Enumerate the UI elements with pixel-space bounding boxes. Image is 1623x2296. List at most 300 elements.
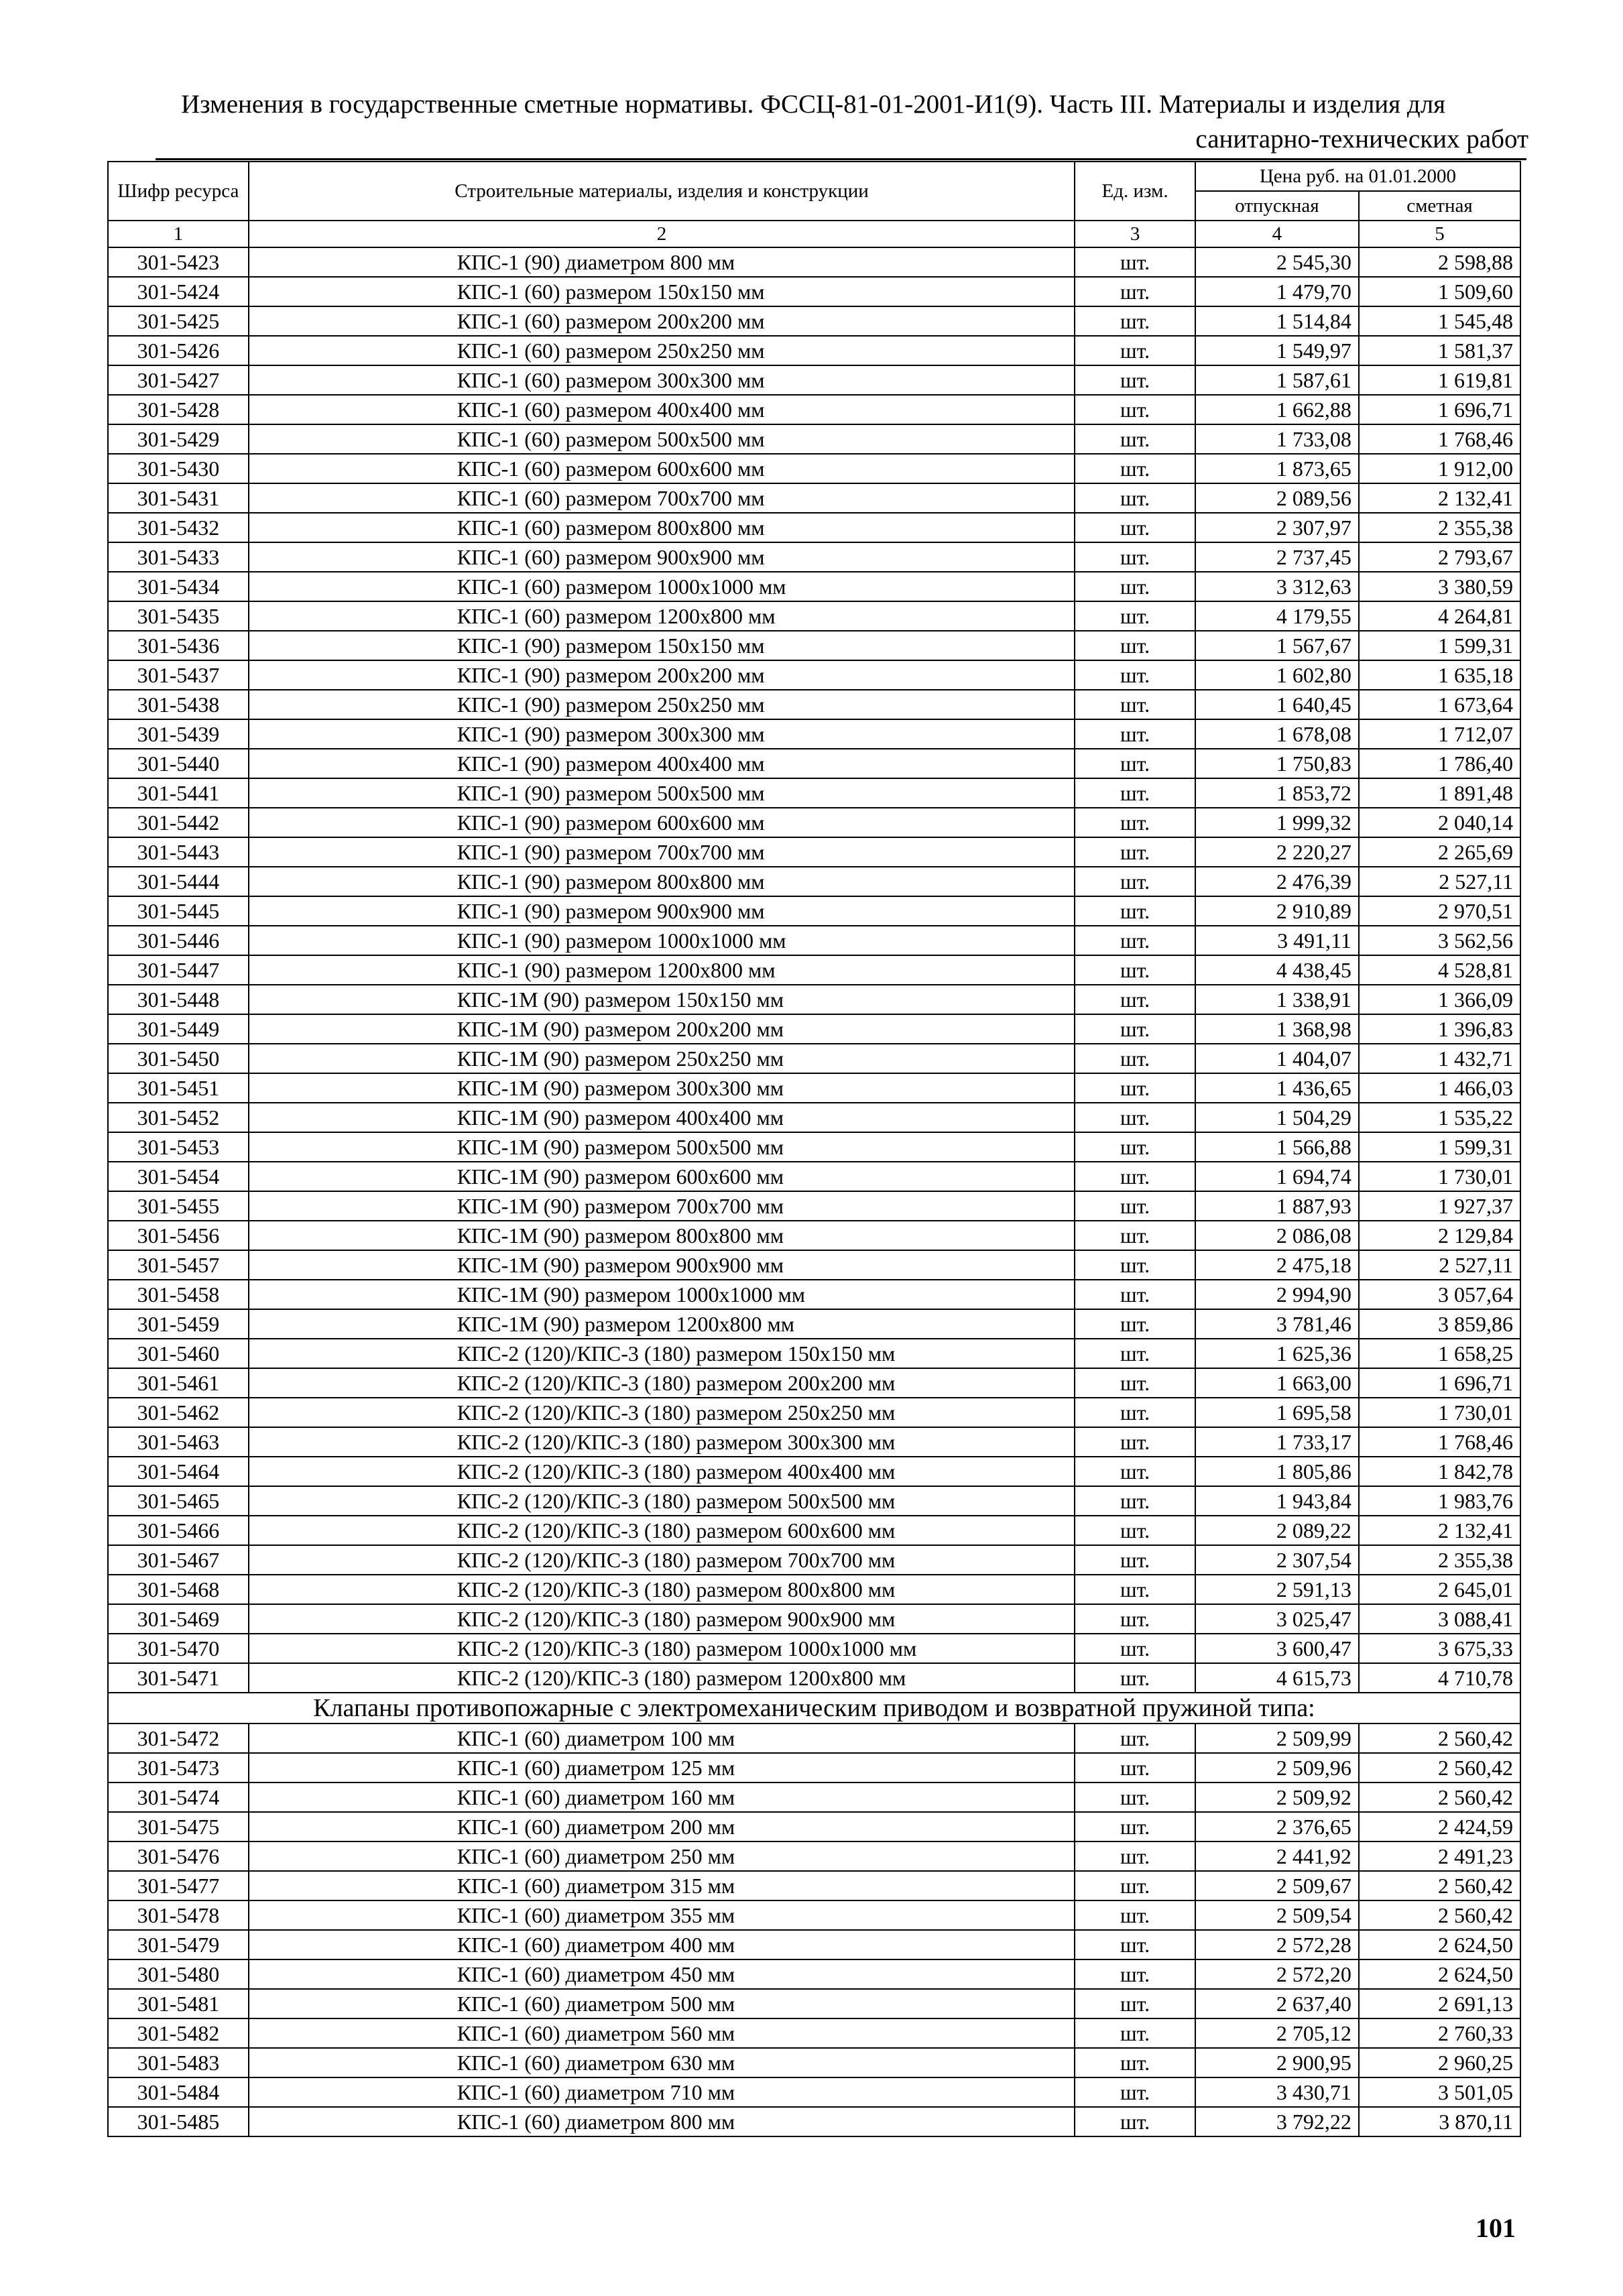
table-row	[108, 1044, 1520, 1073]
item-name: КПС-1 (60) диаметром 200 мм	[249, 1812, 1075, 1841]
release-price: 2 637,40	[1195, 1989, 1359, 2018]
item-name: КПС-1М (90) размером 250х250 мм	[249, 1044, 1075, 1073]
table-row	[108, 572, 1520, 601]
table-row	[108, 837, 1520, 867]
column-header-release-price: отпускная	[1195, 191, 1359, 221]
item-name: КПС-1 (90) диаметром 800 мм	[249, 247, 1075, 277]
table-row	[108, 1545, 1520, 1575]
unit: шт.	[1075, 926, 1195, 955]
item-name: КПС-1 (90) размером 900х900 мм	[249, 896, 1075, 926]
unit: шт.	[1075, 454, 1195, 483]
unit: шт.	[1075, 1339, 1195, 1368]
table-row	[108, 1250, 1520, 1280]
column-number-row	[108, 221, 1520, 247]
estimate-price: 3 501,05	[1359, 2077, 1520, 2107]
estimate-price: 2 560,42	[1359, 1871, 1520, 1900]
resource-code: 301-5452	[108, 1103, 249, 1132]
table-row	[108, 1812, 1520, 1841]
item-name: КПС-1М (90) размером 200х200 мм	[249, 1014, 1075, 1044]
release-price: 1 853,72	[1195, 778, 1359, 808]
column-number: 2	[249, 221, 1075, 247]
release-price: 1 479,70	[1195, 277, 1359, 306]
resource-code: 301-5437	[108, 660, 249, 690]
item-name: КПС-1 (60) диаметром 355 мм	[249, 1900, 1075, 1930]
item-name: КПС-1 (60) диаметром 100 мм	[249, 1724, 1075, 1753]
estimate-price: 1 366,09	[1359, 985, 1520, 1014]
unit: шт.	[1075, 808, 1195, 837]
item-name: КПС-1 (90) размером 200х200 мм	[249, 660, 1075, 690]
release-price: 2 572,28	[1195, 1930, 1359, 1959]
table-row	[108, 365, 1520, 395]
unit: шт.	[1075, 1132, 1195, 1162]
estimate-price: 1 696,71	[1359, 1368, 1520, 1398]
item-name: КПС-1 (60) диаметром 800 мм	[249, 2107, 1075, 2136]
resource-code: 301-5439	[108, 719, 249, 749]
unit: шт.	[1075, 778, 1195, 808]
table-row	[108, 1339, 1520, 1368]
release-price: 4 438,45	[1195, 955, 1359, 985]
unit: шт.	[1075, 1191, 1195, 1221]
unit: шт.	[1075, 1841, 1195, 1871]
resource-code: 301-5448	[108, 985, 249, 1014]
item-name: КПС-2 (120)/КПС-3 (180) размером 900х900 мм	[249, 1604, 1075, 1634]
table-row	[108, 896, 1520, 926]
estimate-price: 2 527,11	[1359, 867, 1520, 896]
estimate-price: 1 712,07	[1359, 719, 1520, 749]
table-row	[108, 749, 1520, 778]
unit: шт.	[1075, 1103, 1195, 1132]
item-name: КПС-1 (60) размером 700х700 мм	[249, 483, 1075, 513]
item-name: КПС-1М (90) размером 600х600 мм	[249, 1162, 1075, 1191]
item-name: КПС-1М (90) размером 300х300 мм	[249, 1073, 1075, 1103]
release-price: 1 750,83	[1195, 749, 1359, 778]
unit: шт.	[1075, 483, 1195, 513]
estimate-price: 3 675,33	[1359, 1634, 1520, 1663]
table-row	[108, 867, 1520, 896]
unit: шт.	[1075, 247, 1195, 277]
estimate-price: 1 581,37	[1359, 336, 1520, 365]
release-price: 1 663,00	[1195, 1368, 1359, 1398]
release-price: 3 312,63	[1195, 572, 1359, 601]
estimate-price: 1 599,31	[1359, 1132, 1520, 1162]
resource-code: 301-5424	[108, 277, 249, 306]
release-price: 1 625,36	[1195, 1339, 1359, 1368]
release-price: 2 509,92	[1195, 1783, 1359, 1812]
item-name: КПС-1 (90) размером 250х250 мм	[249, 690, 1075, 719]
unit: шт.	[1075, 1280, 1195, 1309]
unit: шт.	[1075, 719, 1195, 749]
table-row	[108, 1724, 1520, 1753]
unit: шт.	[1075, 1783, 1195, 1812]
table-row	[108, 336, 1520, 365]
resource-code: 301-5430	[108, 454, 249, 483]
estimate-price: 4 710,78	[1359, 1663, 1520, 1693]
table-row	[108, 1959, 1520, 1989]
resource-code: 301-5427	[108, 365, 249, 395]
release-price: 2 545,30	[1195, 247, 1359, 277]
item-name: КПС-2 (120)/КПС-3 (180) размером 500х500 мм	[249, 1486, 1075, 1516]
section-title-row	[108, 1693, 1520, 1724]
resource-code: 301-5463	[108, 1427, 249, 1457]
column-header-estimate-price: сметная	[1359, 191, 1520, 221]
unit: шт.	[1075, 1162, 1195, 1191]
estimate-price: 1 432,71	[1359, 1044, 1520, 1073]
unit: шт.	[1075, 955, 1195, 985]
resource-code: 301-5470	[108, 1634, 249, 1663]
item-name: КПС-1М (90) размером 1200х800 мм	[249, 1309, 1075, 1339]
item-name: КПС-1 (60) размером 800х800 мм	[249, 513, 1075, 542]
release-price: 2 307,97	[1195, 513, 1359, 542]
item-name: КПС-2 (120)/КПС-3 (180) размером 700х700 мм	[249, 1545, 1075, 1575]
release-price: 1 602,80	[1195, 660, 1359, 690]
estimate-price: 2 645,01	[1359, 1575, 1520, 1604]
column-header-code: Шифр ресурса	[108, 162, 249, 221]
page-header	[107, 87, 1528, 157]
table-row	[108, 1162, 1520, 1191]
estimate-price: 2 040,14	[1359, 808, 1520, 837]
resource-code: 301-5441	[108, 778, 249, 808]
item-name: КПС-1 (90) размером 700х700 мм	[249, 837, 1075, 867]
table-row	[108, 778, 1520, 808]
resource-code: 301-5467	[108, 1545, 249, 1575]
item-name: КПС-1 (60) размером 600х600 мм	[249, 454, 1075, 483]
resource-code: 301-5477	[108, 1871, 249, 1900]
estimate-price: 2 129,84	[1359, 1221, 1520, 1250]
item-name: КПС-2 (120)/КПС-3 (180) размером 1000х1000 мм	[249, 1634, 1075, 1663]
resource-code: 301-5428	[108, 395, 249, 424]
estimate-price: 1 396,83	[1359, 1014, 1520, 1044]
unit: шт.	[1075, 1309, 1195, 1339]
unit: шт.	[1075, 1753, 1195, 1783]
estimate-price: 3 562,56	[1359, 926, 1520, 955]
unit: шт.	[1075, 1221, 1195, 1250]
table-body-main	[108, 247, 1520, 1693]
unit: шт.	[1075, 1930, 1195, 1959]
release-price: 1 566,88	[1195, 1132, 1359, 1162]
unit: шт.	[1075, 985, 1195, 1014]
unit: шт.	[1075, 601, 1195, 631]
column-header-price: Цена руб. на 01.01.2000	[1195, 162, 1520, 191]
item-name: КПС-1 (90) размером 1200х800 мм	[249, 955, 1075, 985]
item-name: КПС-1 (60) диаметром 160 мм	[249, 1783, 1075, 1812]
item-name: КПС-1 (60) размером 250х250 мм	[249, 336, 1075, 365]
unit: шт.	[1075, 1073, 1195, 1103]
item-name: КПС-1 (60) размером 1000х1000 мм	[249, 572, 1075, 601]
table-row	[108, 926, 1520, 955]
release-price: 3 430,71	[1195, 2077, 1359, 2107]
table-body-section	[108, 1724, 1520, 2136]
unit: шт.	[1075, 1900, 1195, 1930]
unit: шт.	[1075, 1871, 1195, 1900]
release-price: 2 086,08	[1195, 1221, 1359, 1250]
column-number: 1	[108, 221, 249, 247]
estimate-price: 2 560,42	[1359, 1783, 1520, 1812]
estimate-price: 1 509,60	[1359, 277, 1520, 306]
estimate-price: 3 859,86	[1359, 1309, 1520, 1339]
item-name: КПС-2 (120)/КПС-3 (180) размером 300х300 мм	[249, 1427, 1075, 1457]
table-row	[108, 1783, 1520, 1812]
price-table	[107, 161, 1521, 2137]
table-row	[108, 395, 1520, 424]
item-name: КПС-1 (60) размером 400х400 мм	[249, 395, 1075, 424]
estimate-price: 1 842,78	[1359, 1457, 1520, 1486]
release-price: 2 509,96	[1195, 1753, 1359, 1783]
resource-code: 301-5450	[108, 1044, 249, 1073]
resource-code: 301-5475	[108, 1812, 249, 1841]
header-line-1: Изменения в государственные сметные нормативы. ФССЦ-81-01-2001-И1(9). Часть III. Материалы и изделия для	[181, 90, 1446, 119]
resource-code: 301-5442	[108, 808, 249, 837]
resource-code: 301-5461	[108, 1368, 249, 1398]
estimate-price: 2 691,13	[1359, 1989, 1520, 2018]
item-name: КПС-1 (60) размером 500х500 мм	[249, 424, 1075, 454]
resource-code: 301-5435	[108, 601, 249, 631]
table-row	[108, 1368, 1520, 1398]
column-header-unit: Ед. изм.	[1075, 162, 1195, 221]
release-price: 3 491,11	[1195, 926, 1359, 955]
estimate-price: 2 560,42	[1359, 1753, 1520, 1783]
table-row	[108, 1930, 1520, 1959]
release-price: 2 509,54	[1195, 1900, 1359, 1930]
table-row	[108, 1753, 1520, 1783]
item-name: КПС-1 (90) размером 500х500 мм	[249, 778, 1075, 808]
table-row	[108, 247, 1520, 277]
resource-code: 301-5460	[108, 1339, 249, 1368]
column-number: 5	[1359, 221, 1520, 247]
estimate-price: 1 599,31	[1359, 631, 1520, 660]
unit: шт.	[1075, 365, 1195, 395]
release-price: 1 338,91	[1195, 985, 1359, 1014]
unit: шт.	[1075, 336, 1195, 365]
unit: шт.	[1075, 2018, 1195, 2048]
resource-code: 301-5465	[108, 1486, 249, 1516]
table-row	[108, 1841, 1520, 1871]
resource-code: 301-5476	[108, 1841, 249, 1871]
estimate-price: 1 619,81	[1359, 365, 1520, 395]
estimate-price: 2 760,33	[1359, 2018, 1520, 2048]
table-row	[108, 1103, 1520, 1132]
estimate-price: 1 730,01	[1359, 1398, 1520, 1427]
resource-code: 301-5474	[108, 1783, 249, 1812]
estimate-price: 2 624,50	[1359, 1959, 1520, 1989]
item-name: КПС-1 (90) размером 300х300 мм	[249, 719, 1075, 749]
release-price: 1 695,58	[1195, 1398, 1359, 1427]
release-price: 3 600,47	[1195, 1634, 1359, 1663]
table-row	[108, 1457, 1520, 1486]
resource-code: 301-5455	[108, 1191, 249, 1221]
table-row	[108, 454, 1520, 483]
unit: шт.	[1075, 1368, 1195, 1398]
item-name: КПС-1 (90) размером 400х400 мм	[249, 749, 1075, 778]
estimate-price: 2 355,38	[1359, 513, 1520, 542]
release-price: 1 805,86	[1195, 1457, 1359, 1486]
release-price: 1 873,65	[1195, 454, 1359, 483]
resource-code: 301-5440	[108, 749, 249, 778]
item-name: КПС-1М (90) размером 150х150 мм	[249, 985, 1075, 1014]
release-price: 1 567,67	[1195, 631, 1359, 660]
item-name: КПС-1 (60) размером 200х200 мм	[249, 306, 1075, 336]
resource-code: 301-5462	[108, 1398, 249, 1427]
estimate-price: 1 891,48	[1359, 778, 1520, 808]
release-price: 3 025,47	[1195, 1604, 1359, 1634]
resource-code: 301-5454	[108, 1162, 249, 1191]
resource-code: 301-5485	[108, 2107, 249, 2136]
table-section	[108, 1693, 1520, 1724]
resource-code: 301-5449	[108, 1014, 249, 1044]
release-price: 2 089,22	[1195, 1516, 1359, 1545]
release-price: 2 910,89	[1195, 896, 1359, 926]
item-name: КПС-1 (60) диаметром 710 мм	[249, 2077, 1075, 2107]
estimate-price: 2 560,42	[1359, 1724, 1520, 1753]
estimate-price: 2 132,41	[1359, 1516, 1520, 1545]
estimate-price: 2 355,38	[1359, 1545, 1520, 1575]
page-number: 101	[1476, 2213, 1516, 2243]
unit: шт.	[1075, 867, 1195, 896]
release-price: 1 404,07	[1195, 1044, 1359, 1073]
item-name: КПС-1 (60) диаметром 315 мм	[249, 1871, 1075, 1900]
item-name: КПС-1 (90) размером 1000х1000 мм	[249, 926, 1075, 955]
release-price: 2 994,90	[1195, 1280, 1359, 1309]
table-row	[108, 483, 1520, 513]
item-name: КПС-2 (120)/КПС-3 (180) размером 1200х800 мм	[249, 1663, 1075, 1693]
table-row	[108, 660, 1520, 690]
table-row	[108, 985, 1520, 1014]
table-row	[108, 277, 1520, 306]
table-row	[108, 1014, 1520, 1044]
table-row	[108, 1073, 1520, 1103]
unit: шт.	[1075, 837, 1195, 867]
unit: шт.	[1075, 1663, 1195, 1693]
estimate-price: 2 265,69	[1359, 837, 1520, 867]
unit: шт.	[1075, 2048, 1195, 2077]
item-name: КПС-2 (120)/КПС-3 (180) размером 150х150 мм	[249, 1339, 1075, 1368]
estimate-price: 2 793,67	[1359, 542, 1520, 572]
table-row	[108, 1516, 1520, 1545]
resource-code: 301-5434	[108, 572, 249, 601]
item-name: КПС-1 (60) диаметром 450 мм	[249, 1959, 1075, 1989]
release-price: 1 504,29	[1195, 1103, 1359, 1132]
release-price: 2 089,56	[1195, 483, 1359, 513]
resource-code: 301-5471	[108, 1663, 249, 1693]
estimate-price: 2 598,88	[1359, 247, 1520, 277]
estimate-price: 2 624,50	[1359, 1930, 1520, 1959]
item-name: КПС-1 (60) диаметром 125 мм	[249, 1753, 1075, 1783]
item-name: КПС-1 (60) размером 900х900 мм	[249, 542, 1075, 572]
release-price: 1 999,32	[1195, 808, 1359, 837]
item-name: КПС-1М (90) размером 500х500 мм	[249, 1132, 1075, 1162]
resource-code: 301-5445	[108, 896, 249, 926]
table-row	[108, 1989, 1520, 2018]
resource-code: 301-5472	[108, 1724, 249, 1753]
unit: шт.	[1075, 1516, 1195, 1545]
unit: шт.	[1075, 1634, 1195, 1663]
unit: шт.	[1075, 1014, 1195, 1044]
estimate-price: 2 960,25	[1359, 2048, 1520, 2077]
table-row	[108, 719, 1520, 749]
table-row	[108, 1280, 1520, 1309]
column-header-name: Строительные материалы, изделия и конструкции	[249, 162, 1075, 221]
table-row	[108, 1871, 1520, 1900]
estimate-price: 1 768,46	[1359, 424, 1520, 454]
table-row	[108, 955, 1520, 985]
table-row	[108, 1604, 1520, 1634]
item-name: КПС-1М (90) размером 900х900 мм	[249, 1250, 1075, 1280]
unit: шт.	[1075, 2077, 1195, 2107]
unit: шт.	[1075, 660, 1195, 690]
item-name: КПС-2 (120)/КПС-3 (180) размером 200х200 мм	[249, 1368, 1075, 1398]
release-price: 3 792,22	[1195, 2107, 1359, 2136]
release-price: 2 705,12	[1195, 2018, 1359, 2048]
release-price: 1 694,74	[1195, 1162, 1359, 1191]
table-row	[108, 2018, 1520, 2048]
estimate-price: 2 527,11	[1359, 1250, 1520, 1280]
table-row	[108, 601, 1520, 631]
unit: шт.	[1075, 1427, 1195, 1457]
release-price: 2 441,92	[1195, 1841, 1359, 1871]
resource-code: 301-5466	[108, 1516, 249, 1545]
resource-code: 301-5438	[108, 690, 249, 719]
estimate-price: 1 545,48	[1359, 306, 1520, 336]
resource-code: 301-5451	[108, 1073, 249, 1103]
item-name: КПС-1 (60) диаметром 560 мм	[249, 2018, 1075, 2048]
resource-code: 301-5473	[108, 1753, 249, 1783]
release-price: 1 943,84	[1195, 1486, 1359, 1516]
item-name: КПС-1 (60) размером 1200х800 мм	[249, 601, 1075, 631]
resource-code: 301-5479	[108, 1930, 249, 1959]
header-line-2: санитарно-технических работ	[1195, 125, 1528, 154]
item-name: КПС-1 (60) диаметром 250 мм	[249, 1841, 1075, 1871]
estimate-price: 1 786,40	[1359, 749, 1520, 778]
section-title: Клапаны противопожарные с электромеханическим приводом и возвратной пружиной типа:	[108, 1693, 1520, 1724]
resource-code: 301-5444	[108, 867, 249, 896]
table-row	[108, 542, 1520, 572]
release-price: 2 900,95	[1195, 2048, 1359, 2077]
unit: шт.	[1075, 572, 1195, 601]
resource-code: 301-5433	[108, 542, 249, 572]
resource-code: 301-5431	[108, 483, 249, 513]
resource-code: 301-5482	[108, 2018, 249, 2048]
column-number: 3	[1075, 221, 1195, 247]
release-price: 3 781,46	[1195, 1309, 1359, 1339]
resource-code: 301-5432	[108, 513, 249, 542]
resource-code: 301-5425	[108, 306, 249, 336]
release-price: 1 436,65	[1195, 1073, 1359, 1103]
estimate-price: 2 491,23	[1359, 1841, 1520, 1871]
unit: шт.	[1075, 1604, 1195, 1634]
item-name: КПС-1 (60) размером 300х300 мм	[249, 365, 1075, 395]
estimate-price: 1 535,22	[1359, 1103, 1520, 1132]
release-price: 1 887,93	[1195, 1191, 1359, 1221]
resource-code: 301-5456	[108, 1221, 249, 1250]
release-price: 1 368,98	[1195, 1014, 1359, 1044]
resource-code: 301-5446	[108, 926, 249, 955]
table-row	[108, 1634, 1520, 1663]
unit: шт.	[1075, 306, 1195, 336]
unit: шт.	[1075, 395, 1195, 424]
release-price: 2 476,39	[1195, 867, 1359, 896]
estimate-price: 3 870,11	[1359, 2107, 1520, 2136]
table-row	[108, 1663, 1520, 1693]
resource-code: 301-5459	[108, 1309, 249, 1339]
estimate-price: 3 380,59	[1359, 572, 1520, 601]
estimate-price: 1 673,64	[1359, 690, 1520, 719]
item-name: КПС-2 (120)/КПС-3 (180) размером 250х250 мм	[249, 1398, 1075, 1427]
release-price: 1 640,45	[1195, 690, 1359, 719]
release-price: 2 509,99	[1195, 1724, 1359, 1753]
resource-code: 301-5423	[108, 247, 249, 277]
item-name: КПС-1М (90) размером 800х800 мм	[249, 1221, 1075, 1250]
release-price: 1 587,61	[1195, 365, 1359, 395]
release-price: 4 615,73	[1195, 1663, 1359, 1693]
